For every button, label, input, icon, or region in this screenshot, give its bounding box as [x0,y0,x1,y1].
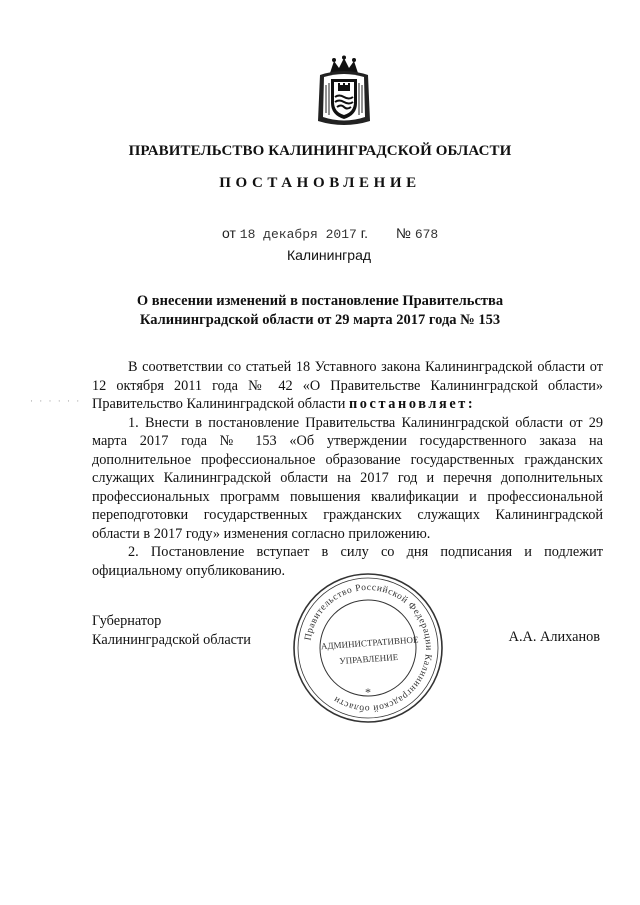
official-stamp [288,568,448,728]
decree-word: постановляет: [348,396,476,412]
document-type: ПОСТАНОВЛЕНИЕ [219,175,421,191]
stamp-ring-text: Правительство Российской Федерации Калининградской области [303,582,434,714]
city: Калининград [286,247,372,263]
signer-position-line-1: Губернатор [92,613,162,629]
signer-position-line-2: Калининградской области [92,632,251,648]
subject-line-2: Калининградской области от 29 марта 2017 года № 153 [139,312,501,328]
signer-name: А.А. Алиханов [508,629,600,645]
coat-of-arms-emblem [314,55,374,129]
stamp-line-1: АДМИНИСТРАТИВНОЕ [320,634,419,652]
item-1-paragraph: 1. Внести в постановление Правительства Калининградской области от 29 марта 2017 года № 153 «Об утверждении государственного заказа на дополнительное профессиональное образование государственных гражданских служащих Калининградской области на 2017 год и перечня дополнительных профессиональных программ повышения квалификации и профессиональной переподготовки государственных гражданских служащих Калининградской области в 2017 году» изменения согласно приложению. [92,414,603,542]
number-sign: № [395,225,411,241]
document-subject [0,292,640,330]
stamp-star: * [365,685,371,699]
date-value: 18 декабря 2017 [239,227,357,242]
scan-artifact-dots: · · · · · · [30,396,82,406]
date-suffix: г. [360,225,368,241]
government-title: ПРАВИТЕЛЬСТВО КАЛИНИНГРАДСКОЙ ОБЛАСТИ [128,143,512,159]
document-number: 678 [414,227,439,242]
preamble-text: В соответствии со статьей 18 Уставного закона Калининградской области от 12 октября 2011 года № 42 «О Правительстве Калининградской области» Правительство Калининградской области [92,359,603,412]
signer-position [92,612,251,650]
date-line [222,225,438,242]
preamble-paragraph [92,358,603,414]
subject-line-1: О внесении изменений в постановление Правительства [136,293,504,309]
date-prefix: от [222,225,236,241]
item-2-paragraph: 2. Постановление вступает в силу со дня подписания и подлежит официальному опубликованию. [92,544,603,579]
document-body [92,358,603,580]
stamp-line-2: УПРАВЛЕНИЕ [338,651,399,667]
